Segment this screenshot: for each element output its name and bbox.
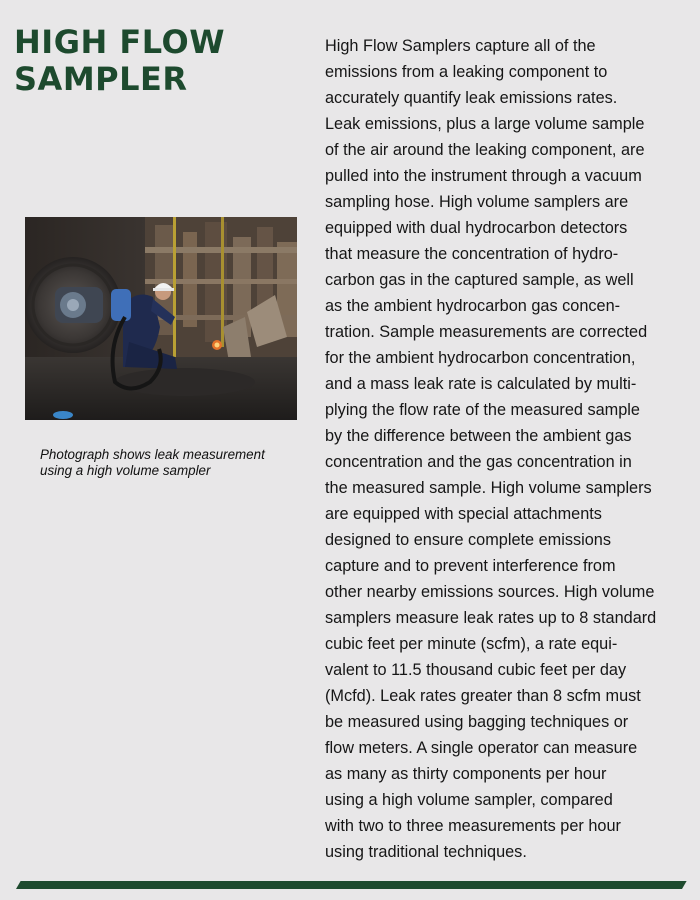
body-text-line: and a mass leak rate is calculated by multi- <box>325 375 637 393</box>
body-text-line: pulled into the instrument through a vacuum <box>325 167 642 185</box>
body-text-line: accurately quantify leak emissions rates. <box>325 89 618 107</box>
photo-caption <box>40 447 300 479</box>
body-text-line: the measured sample. High volume samplers <box>325 479 652 497</box>
body-text-line: plying the flow rate of the measured sample <box>325 401 640 419</box>
body-text-line: valent to 11.5 thousand cubic feet per day <box>325 661 627 679</box>
body-text-line: as many as thirty components per hour <box>325 765 607 783</box>
body-text-line: concentration and the gas concentration in <box>325 453 632 471</box>
page-title-line-1: HIGH FLOW <box>14 23 225 61</box>
body-text-line: Leak emissions, plus a large volume sample <box>325 115 645 133</box>
body-text-line: equipped with dual hydrocarbon detectors <box>325 219 628 237</box>
body-text-line: cubic feet per minute (scfm), a rate equi- <box>325 635 618 653</box>
body-text <box>325 33 695 865</box>
body-text-line: be measured using bagging techniques or <box>325 713 629 731</box>
body-text-line: samplers measure leak rates up to 8 standard <box>325 609 657 627</box>
body-text-line: for the ambient hydrocarbon concentration, <box>325 349 636 367</box>
body-text-line: carbon gas in the captured sample, as well <box>325 271 634 289</box>
photo-caption-line-1: Photograph shows leak measurement <box>40 447 265 462</box>
page-title-line-2: SAMPLER <box>14 60 188 98</box>
body-text-line: by the difference between the ambient gas <box>325 427 632 445</box>
body-text-line: using traditional techniques. <box>325 843 527 861</box>
body-text-line: High Flow Samplers capture all of the <box>325 37 596 55</box>
body-text-line: as the ambient hydrocarbon gas concen- <box>325 297 621 315</box>
photo-caption-line-2: using a high volume sampler <box>40 463 211 478</box>
body-text-line: that measure the concentration of hydro- <box>325 245 619 263</box>
body-text-line: using a high volume sampler, compared <box>325 791 613 809</box>
body-text-line: flow meters. A single operator can measure <box>325 739 638 757</box>
leak-measurement-photo <box>25 217 297 420</box>
body-text-line: emissions from a leaking component to <box>325 63 608 81</box>
body-text-line: (Mcfd). Leak rates greater than 8 scfm must <box>325 687 641 705</box>
body-text-line: capture and to prevent interference from <box>325 557 616 575</box>
page-title <box>14 24 225 98</box>
footer-bar <box>16 881 687 889</box>
body-text-line: sampling hose. High volume samplers are <box>325 193 629 211</box>
body-text-line: are equipped with special attachments <box>325 505 602 523</box>
body-text-line: designed to ensure complete emissions <box>325 531 611 549</box>
body-text-line: with two to three measurements per hour <box>325 817 621 835</box>
body-text-line: of the air around the leaking component, are <box>325 141 645 159</box>
body-text-line: other nearby emissions sources. High volume <box>325 583 655 601</box>
body-text-line: tration. Sample measurements are corrected <box>325 323 648 341</box>
